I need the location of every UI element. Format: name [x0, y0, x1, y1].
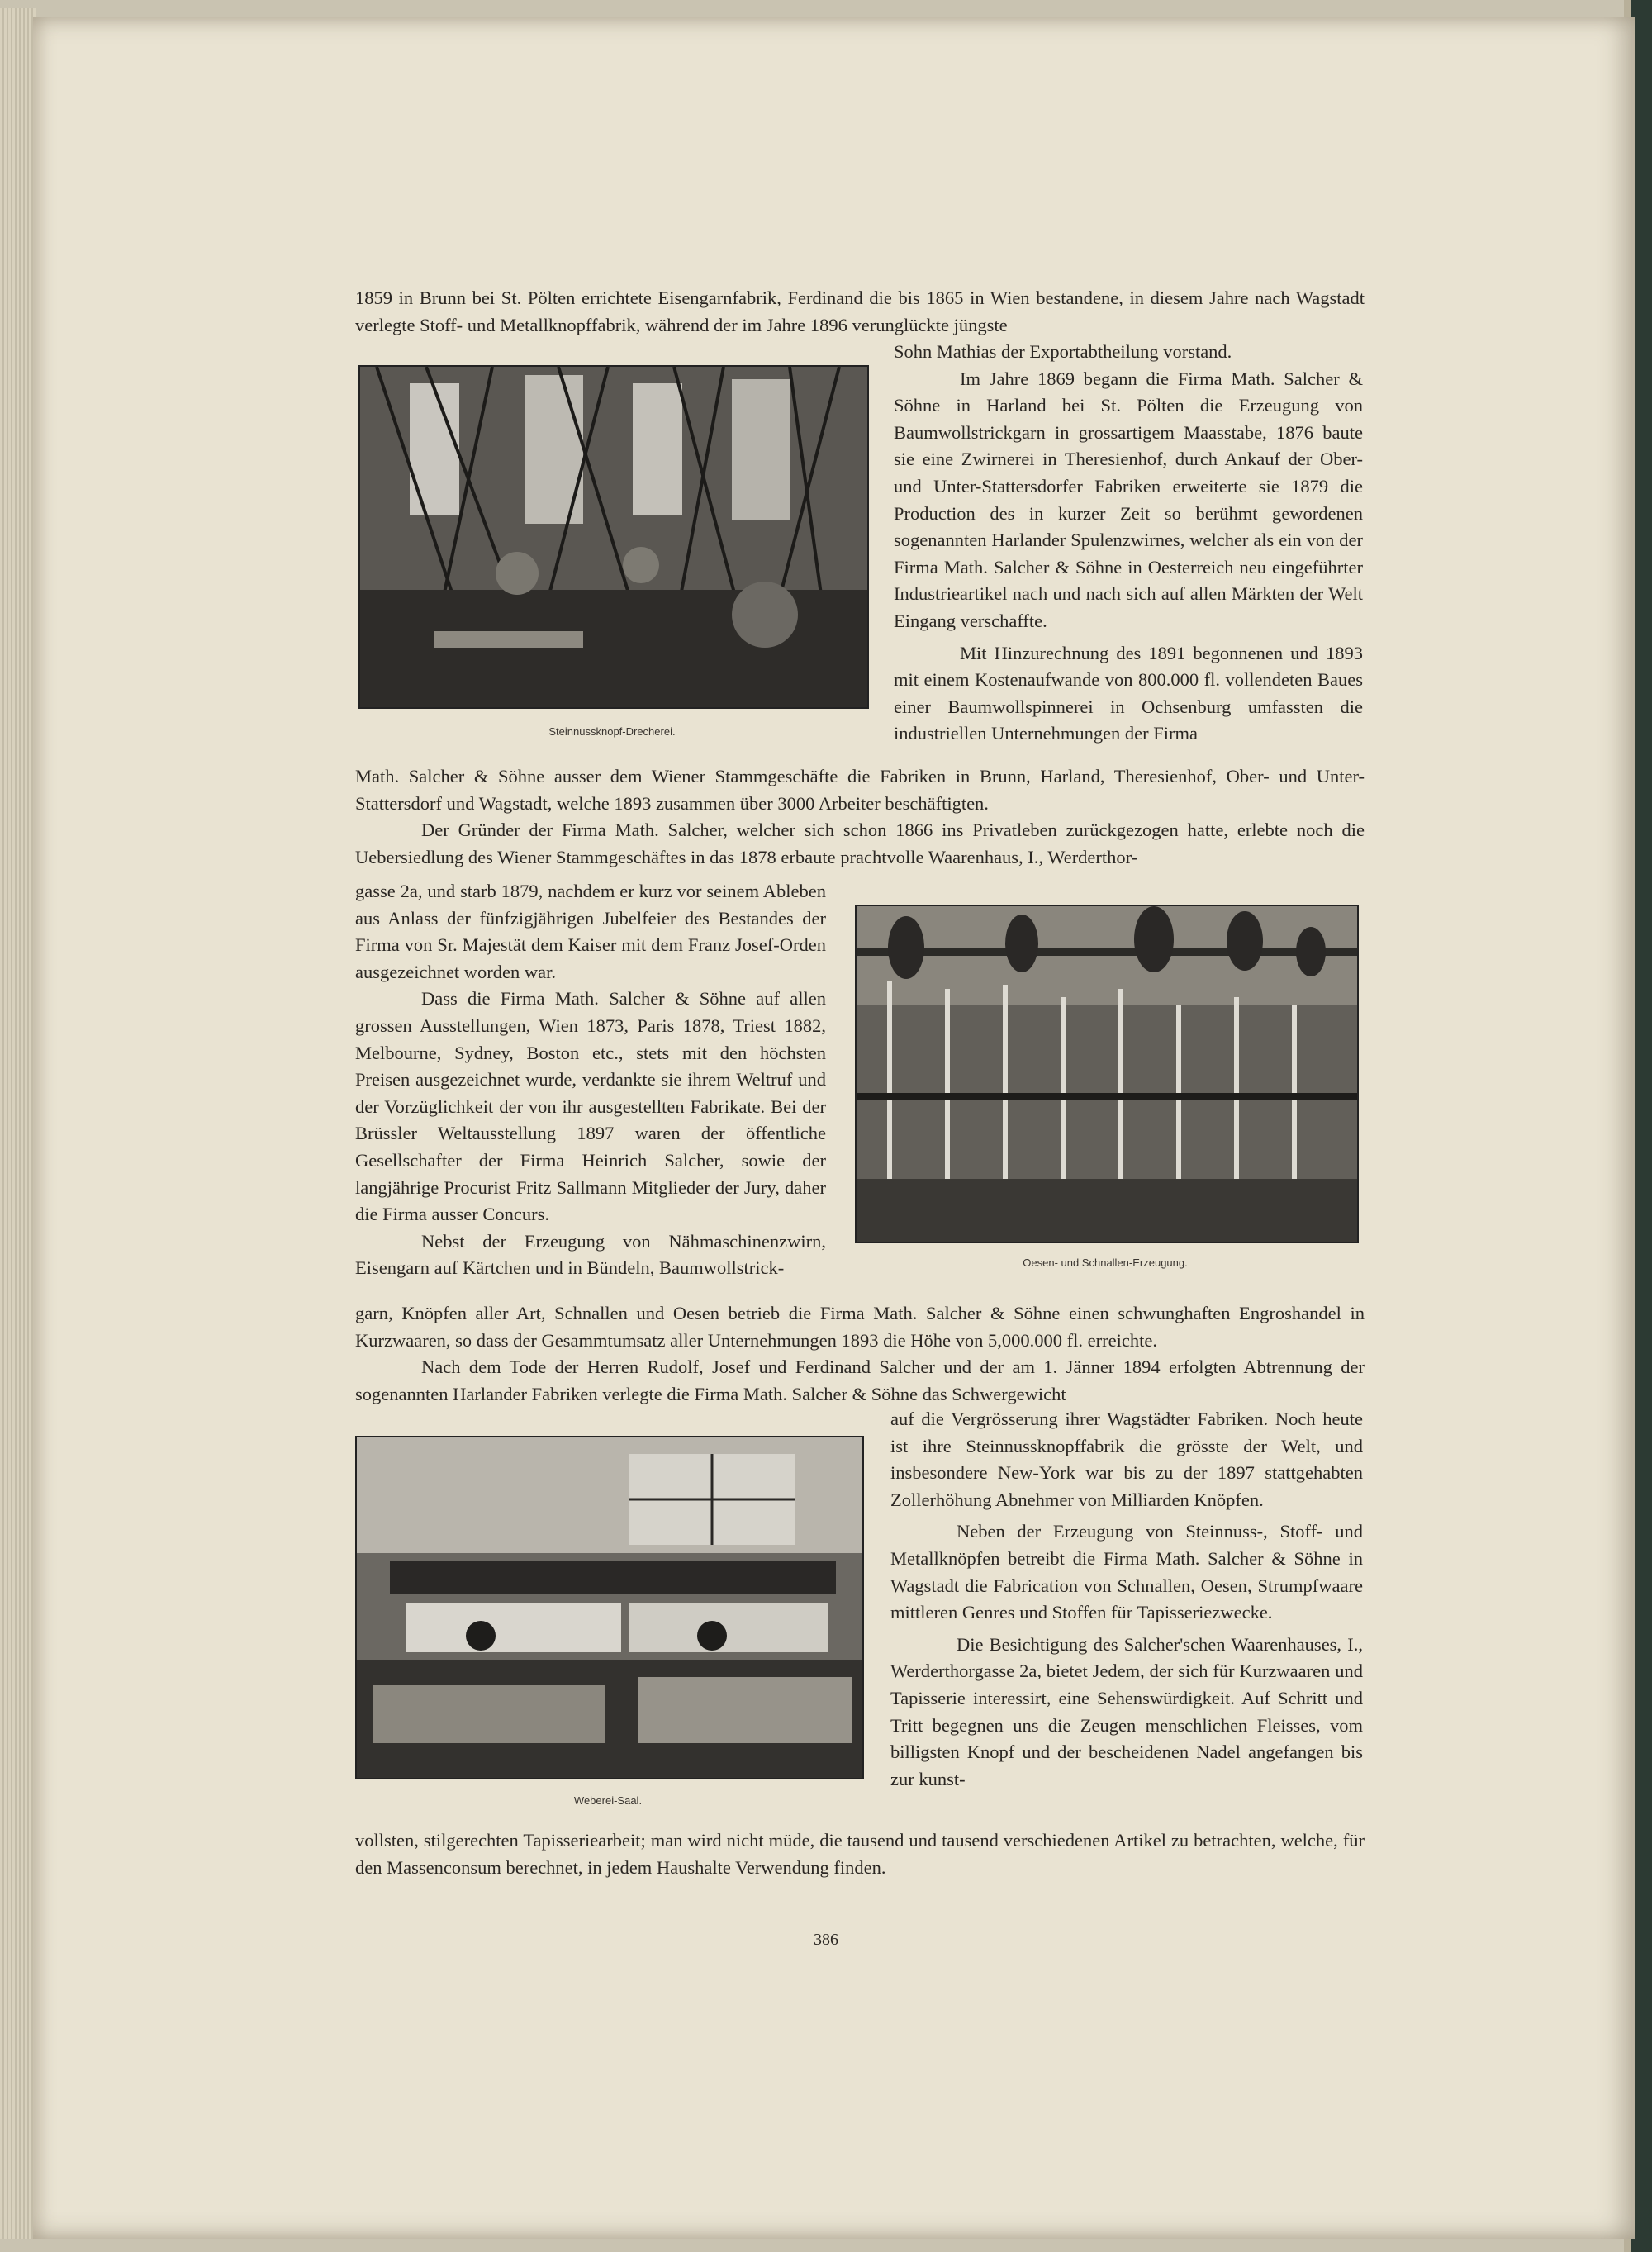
- photo-oesen-schnallen-erzeugung: [855, 905, 1359, 1243]
- caption-figure-3: Weberei-Saal.: [573, 1794, 643, 1807]
- full-width-block-1: [355, 763, 1365, 871]
- paragraph-7-start: Nach dem Tode der Herren Rudolf, Josef und Ferdinand Salcher und der am 1. Jänner 1894 erfolgten Abtrennung der sogenannten Harlander Fabriken verlegte die Firma Math. Salcher & Söhne das Schwergewicht: [355, 1356, 1365, 1404]
- paragraph-5: Dass die Firma Math. Salcher & Söhne auf allen grossen Ausstellungen, Wien 1873, Paris 1878, Triest 1882, Melbourne, Sydney, Boston etc., stets mit den höchsten Preisen ausgezeichnet wurde, verdankte sie ihrem Weltruf und der Vorzüglichkeit der von ihr ausgestellten Fabrikate. Bei der Brüssler Weltausstellung 1897 waren der öffentliche Gesellschafter der Firma Heinrich Salcher, sowie der langjährige Procurist Fritz Sallmann Mitglieder der Jury, daher die Firma ausser Concurs.: [355, 988, 826, 1225]
- paragraph-4-end: gasse 2a, und starb 1879, nachdem er kurz vor seinem Ableben aus Anlass der fünfzigjährigen Jubelfeier des Bestandes der Firma von Sr. Majestät dem Kaiser mit dem Franz Josef-Orden ausgezeichnet worden war.: [355, 881, 826, 982]
- full-width-block-3: [355, 1827, 1365, 1881]
- right-column-3: [890, 1406, 1363, 1793]
- paragraph-3-start: Mit Hinzurechnung des 1891 begonnenen und 1893 mit einem Kostenaufwande von 800.000 fl. vollendeten Baues einer Baumwollspinnerei in Ochsenburg umfassten die industriellen Unternehmungen der Firma: [894, 642, 1363, 744]
- paragraph-3-end: Math. Salcher & Söhne ausser dem Wiener Stammgeschäfte die Fabriken in Brunn, Harland, Theresienhof, Ober- und Unter-Stattersdorf und Wagstadt, welche 1893 zusammen über 3000 Arbeiter beschäftigten.: [355, 766, 1365, 814]
- factory-machinery-image: [857, 906, 1357, 1242]
- weaving-hall-image: [357, 1437, 862, 1778]
- photo-weberei-saal: [355, 1436, 864, 1779]
- photo-steinnussknopf-drecherei: [358, 365, 869, 709]
- paragraph-1-top: 1859 in Brunn bei St. Pölten errichtete Eisengarnfabrik, Ferdinand die bis 1865 in Wien bestandene, in diesem Jahre nach Wagstadt verlegte Stoff- und Metallknopffabrik, während der im Jahre 1896 verunglückte jüngste: [355, 287, 1365, 335]
- paragraph-7-end: auf die Vergrösserung ihrer Wagstädter Fabriken. Noch heute ist ihre Steinnussknopffabrik die grösste der Welt, und insbesondere New-York war bis zu der 1897 stattgehabten Zollerhöhung Abnehmer von Milliarden Knöpfen.: [890, 1409, 1363, 1510]
- full-width-block-2: [355, 1300, 1365, 1408]
- page-stack-left-edge: [0, 8, 36, 2239]
- paragraph-8: Neben der Erzeugung von Steinnuss-, Stoff- und Metallknöpfen betreibt die Firma Math. Salcher & Söhne in Wagstadt die Fabrication von Schnallen, Oesen, Strumpfwaare mittleren Genres und Stoffen für Tapisseriezwecke.: [890, 1521, 1363, 1623]
- paragraph-6-start: Nebst der Erzeugung von Nähmaschinenzwirn, Eisengarn auf Kärtchen und in Bündeln, Baumwollstrick-: [355, 1230, 826, 1279]
- paragraph-2: Im Jahre 1869 begann die Firma Math. Salcher & Söhne in Harland bei St. Pölten die Erzeugung von Baumwollstrickgarn in grossartigem Maasstabe, 1876 baute sie eine Zwirnerei in Theresienhof, durch Ankauf der Ober- und Unter-Stattersdorfer Fabriken erweiterte sie 1879 die Production des in kurzer Zeit so berühmt gewordenen sogenannten Harlander Spulenzwirnes, welcher als ein von der Firma Math. Salcher & Söhne in Oesterreich neu eingeführter Industrieartikel nach und nach sich auf allen Märkten der Welt Eingang verschaffte.: [894, 368, 1363, 631]
- book-page: [33, 17, 1635, 2239]
- caption-figure-2: Oesen- und Schnallen-Erzeugung.: [1023, 1257, 1188, 1269]
- paragraph-9-start: Die Besichtigung des Salcher'schen Waarenhauses, I., Werderthorgasse 2a, bietet Jedem, der sich für Kurzwaaren und Tapisserie interessirt, eine Sehenswürdigkeit. Auf Schritt und Tritt begegnen uns die Zeugen menschlichen Fleisses, vom billigsten Knopf und der bescheidenen Nadel angefangen bis zur kunst-: [890, 1633, 1363, 1789]
- paragraph-6-end: garn, Knöpfen aller Art, Schnallen und Oesen betrieb die Firma Math. Salcher & Söhne einen schwunghaften Engroshandel in Kurzwaaren, so dass der Gesammtumsatz aller Unternehmungen 1893 die Höhe von 5,000.000 fl. erreichte.: [355, 1303, 1365, 1351]
- left-column-2: [355, 878, 826, 1282]
- caption-figure-1: Steinnussknopf-Drecherei.: [548, 725, 676, 738]
- paragraph-9-end: vollsten, stilgerechten Tapisseriearbeit; man wird nicht müde, die tausend und tausend verschiedenen Artikel zu betrachten, welche, für den Massenconsum berechnet, in jedem Haushalte Verwendung finden.: [355, 1830, 1365, 1878]
- paragraph-4-start: Der Gründer der Firma Math. Salcher, welcher sich schon 1866 ins Privatleben zurückgezogen hatte, erlebte noch die Uebersiedlung des Wiener Stammgeschäftes in das 1878 erbaute prachtvolle Waarenhaus, I., Werderthor-: [355, 820, 1365, 867]
- page-number: — 386 —: [793, 1931, 859, 1949]
- paragraph-1-end: Sohn Mathias der Exportabtheilung vorstand.: [894, 341, 1232, 362]
- factory-workshop-image: [360, 367, 867, 707]
- right-column-1: [894, 339, 1363, 748]
